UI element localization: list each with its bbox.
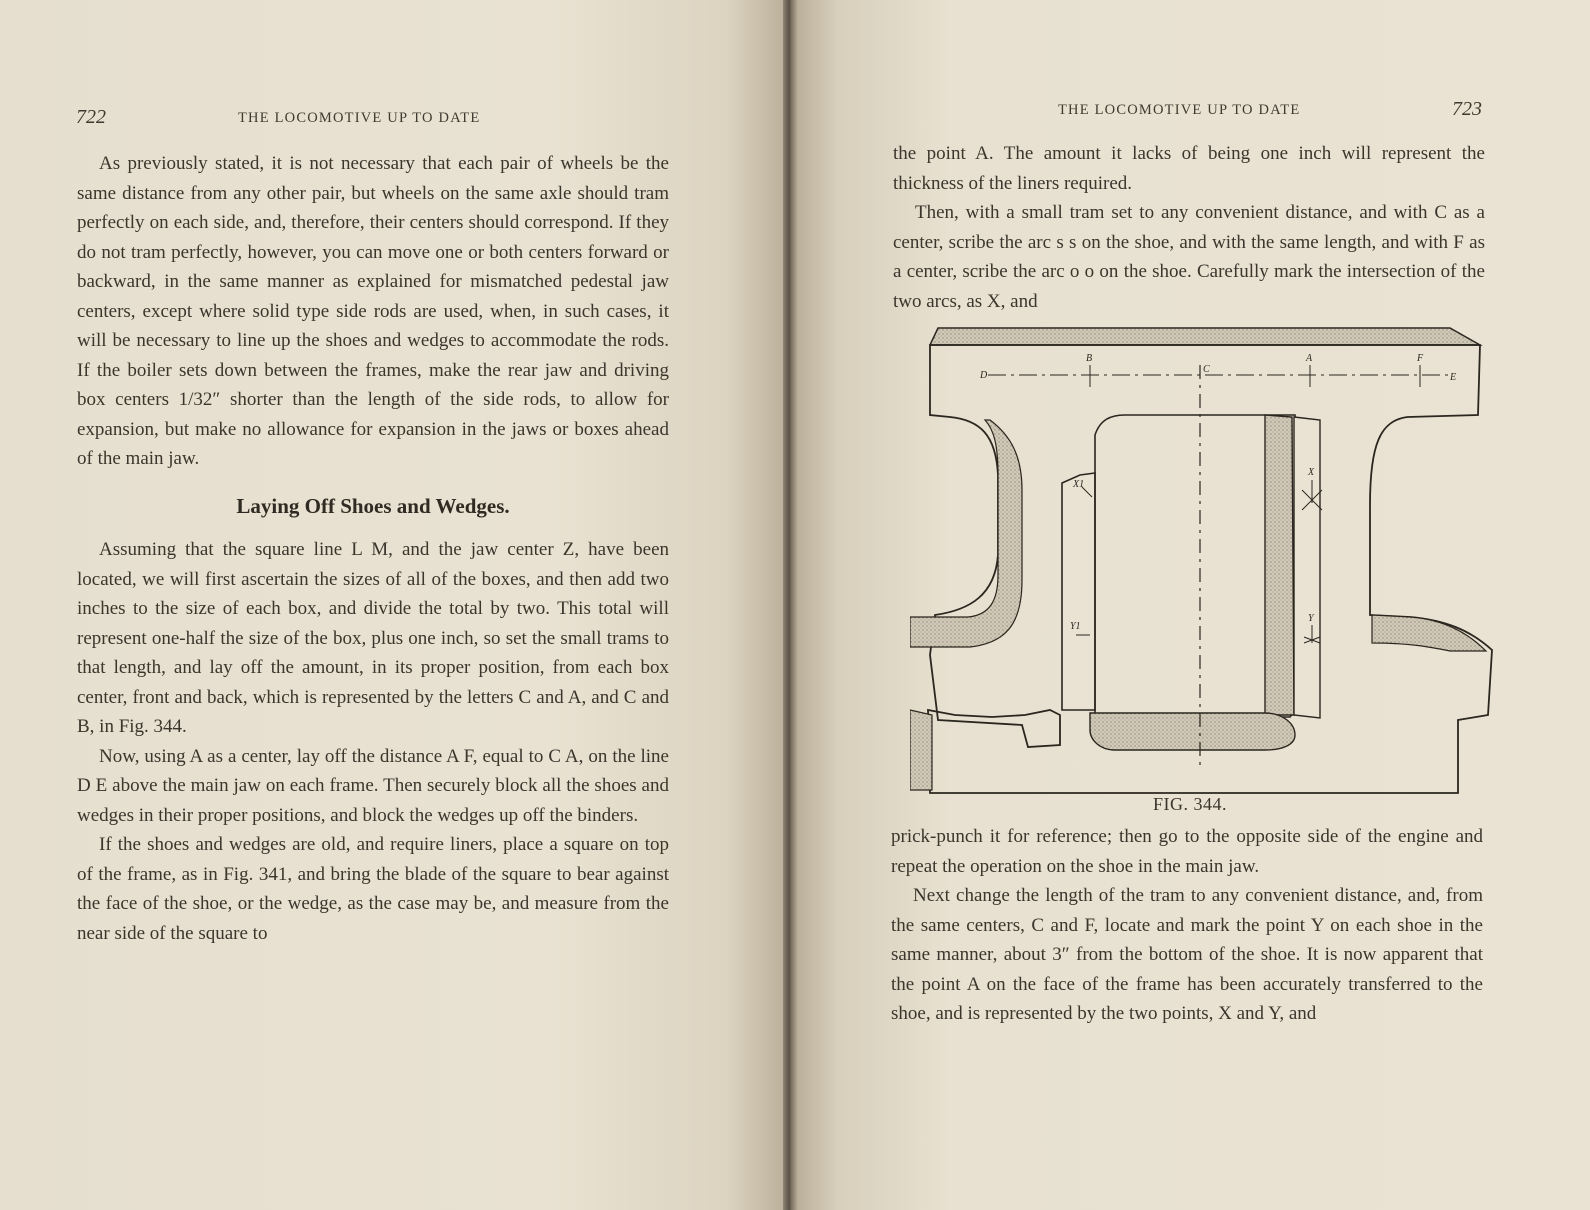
figure-caption: FIG. 344. <box>1152 794 1227 814</box>
right-paragraph-3: prick-punch it for reference; then go to the opposite side of the engine and repeat the operation on the shoe in the main jaw. <box>891 826 1483 877</box>
fig-label-a: A <box>1306 353 1313 364</box>
frame-top-band <box>930 328 1480 345</box>
fig-label-b: B <box>1086 353 1093 364</box>
wedge-liner <box>1294 417 1320 718</box>
binder-stippled <box>1090 713 1295 750</box>
fig-label-c: C <box>1203 364 1210 375</box>
right-paragraph-1: the point A. The amount it lacks of being one inch will represent the thickness of the liners required. <box>893 143 1485 194</box>
left-paragraph-1: As previously stated, it is not necessary that each pair of wheels be the same distance from any other pair, but wheels on the same axle should tram perfectly on each side, and, therefore, their centers should correspond. If they do not tram perfectly, however, you can move one or both centers forward or backward, in the same manner as explained for mismatched pedestal jaw centers, except where solid type side rods are used, when, in such cases, it will be necessary to line up the shoes and wedges to accommodate the rods. If the boiler sets down between the frames, make the rear jaw and driving box centers 1/32″ shorter than the length of the side rods, to allow for expansion, but make no allowance for expansion in the jaws or boxes ahead of the main jaw. <box>77 153 669 469</box>
fig-label-y1: Y1 <box>1070 621 1081 632</box>
left-page-number: 722 <box>76 106 106 128</box>
left-paragraph-2: Assuming that the square line L M, and the jaw center Z, have been located, we will first ascertain the sizes of all of the boxes, and then add two inches to the size of each box, and divide the total by two. This total will represent one-half the size of the box, plus one inch, so set the small trams to that length, and lay off the amount, in its proper position, from each box center, front and back, which is represented by the letters C and A, and C and B, in Fig. 344. <box>77 539 669 737</box>
wedge-right <box>1265 415 1294 715</box>
right-paragraph-4: Next change the length of the tram to any convenient distance, and, from the same centers, C and F, locate and mark the point Y on each shoe in the same manner, about 3″ from the bottom of the shoe. It is now apparent that the point A on the face of the frame has been accurately transferred to the shoe, and is represented by the two points, X and Y, and <box>891 885 1483 1024</box>
fig-label-x1: X1 <box>1073 479 1085 490</box>
right-running-head: THE LOCOMOTIVE UP TO DATE <box>1058 102 1301 118</box>
shoe-left <box>1062 473 1095 710</box>
left-text-column <box>77 149 669 948</box>
right-text-column-top <box>893 139 1485 316</box>
fig-344-diagram <box>910 325 1515 795</box>
fig-label-d: D <box>980 370 988 381</box>
section-heading: Laying Off Shoes and Wedges. <box>236 493 510 518</box>
right-text-column-bottom <box>891 822 1483 1029</box>
left-running-head: THE LOCOMOTIVE UP TO DATE <box>238 110 481 126</box>
right-page-number: 723 <box>1452 98 1482 120</box>
fig-label-e: E <box>1450 372 1457 383</box>
fig-label-y: Y <box>1308 613 1314 624</box>
fig-label-f: F <box>1417 353 1424 364</box>
book-gutter <box>783 0 797 1210</box>
left-paragraph-4: If the shoes and wedges are old, and require liners, place a square on top of the frame, as in Fig. 341, and bring the blade of the square to bear against the face of the shoe, or the wedge, as the case may be, and measure from the near side of the square to <box>77 834 669 944</box>
left-paragraph-3: Now, using A as a center, lay off the distance A F, equal to C A, on the line D E above the main jaw on each frame. Then securely block all the shoes and wedges in their proper positions, and block the wedges up off the binders. <box>77 745 669 826</box>
bottom-left-block <box>910 710 932 790</box>
right-paragraph-2: Then, with a small tram set to any convenient distance, and with C as a center, scribe the arc s s on the shoe, and with the same length, and with F as a center, scribe the arc o o on the shoe. Carefully mark the intersection of the two arcs, as X, and <box>893 202 1485 312</box>
fig-label-x: X <box>1308 467 1315 478</box>
left-jaw-edge <box>910 420 1022 647</box>
